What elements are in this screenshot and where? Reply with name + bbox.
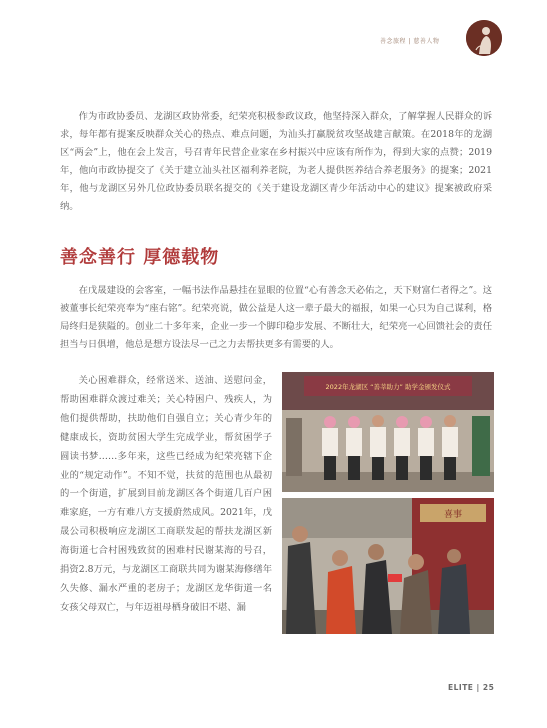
photo-donation-visit [282,498,494,634]
paragraph-political-role: 作为市政协委员、龙湖区政协常委，纪荣亮积极参政议政，他坚持深入群众，了解掌握人民群众的诉求，每年都有提案反映群众关心的热点、难点问题，为汕头打赢脱贫攻坚战建言献策。在2018年的龙湖区“两会”上，他在会上发言，号召青年民营企业家在乡村振兴中应该有所作为，得到大家的点赞；2019年，他向市政协提交了《关于建立汕头社区福利养老院，为老人提供医养结合养老服务》的提案；2021年，他与龙湖区另外几位政协委员联名提交的《关于建设龙湖区青少年活动中心的建议》提案被政府采纳。 [60,111,492,212]
door-sign-text: 喜事 [443,510,463,520]
section-heading: 善念善行 厚德载物 [60,247,220,268]
photo-scholarship-ceremony [282,372,494,492]
logo-figure-icon [466,20,502,56]
banner-text: 2022年龙湖区 “善莘助力” 助学金颁发仪式 [325,383,451,391]
paragraph-motto: 在戊晟建设的会客室，一幅书法作品悬挂在显眼的位置“心有善念天必佑之，天下财富仁者得之”。这被董事长纪荣亮奉为“座右铭”。纪荣亮说，做公益是人这一辈子最大的福报，如果一心只为自己谋利，格局终归是狭隘的。创业二十多年来，企业一步一个脚印稳步发展、不断壮大，纪荣亮一心回馈社会的责任担当与日俱增，他总是想方设法尽一己之力去帮扶更多有需要的人。 [60,285,492,350]
page-footer: ELITE | 25 [448,683,495,692]
running-header: 善念旅程 | 慈善人物 [380,38,440,45]
magazine-logo [466,20,502,56]
paragraph-charity: 关心困难群众，经常送米、送油、送慰问金，帮助困难群众渡过难关；关心特困户、残疾人，为他们提供帮助，扶助他们自强自立；关心青少年的健康成长，资助贫困大学生完成学业，帮贫困学子圆读书梦……多年来，这些已经成为纪荣亮辖下企业的“规定动作”。不知不觉，扶贫的范围也从最初的一个街道，扩展到目前龙湖区各个街道几百户困难家庭，一方有难八方支援蔚然成风。2021年，戊晟公司积极响应龙湖区工商联发起的帮扶龙湖区新海街道七合村困残致贫的困难村民谢某海的号召，捐资2.8万元，与龙湖区工商联共同为谢某海修缮年久失修、漏水严重的老房子；龙湖区龙华街道一名女孩父母双亡，与年迈祖母栖身破旧不堪、漏 [60,375,272,613]
